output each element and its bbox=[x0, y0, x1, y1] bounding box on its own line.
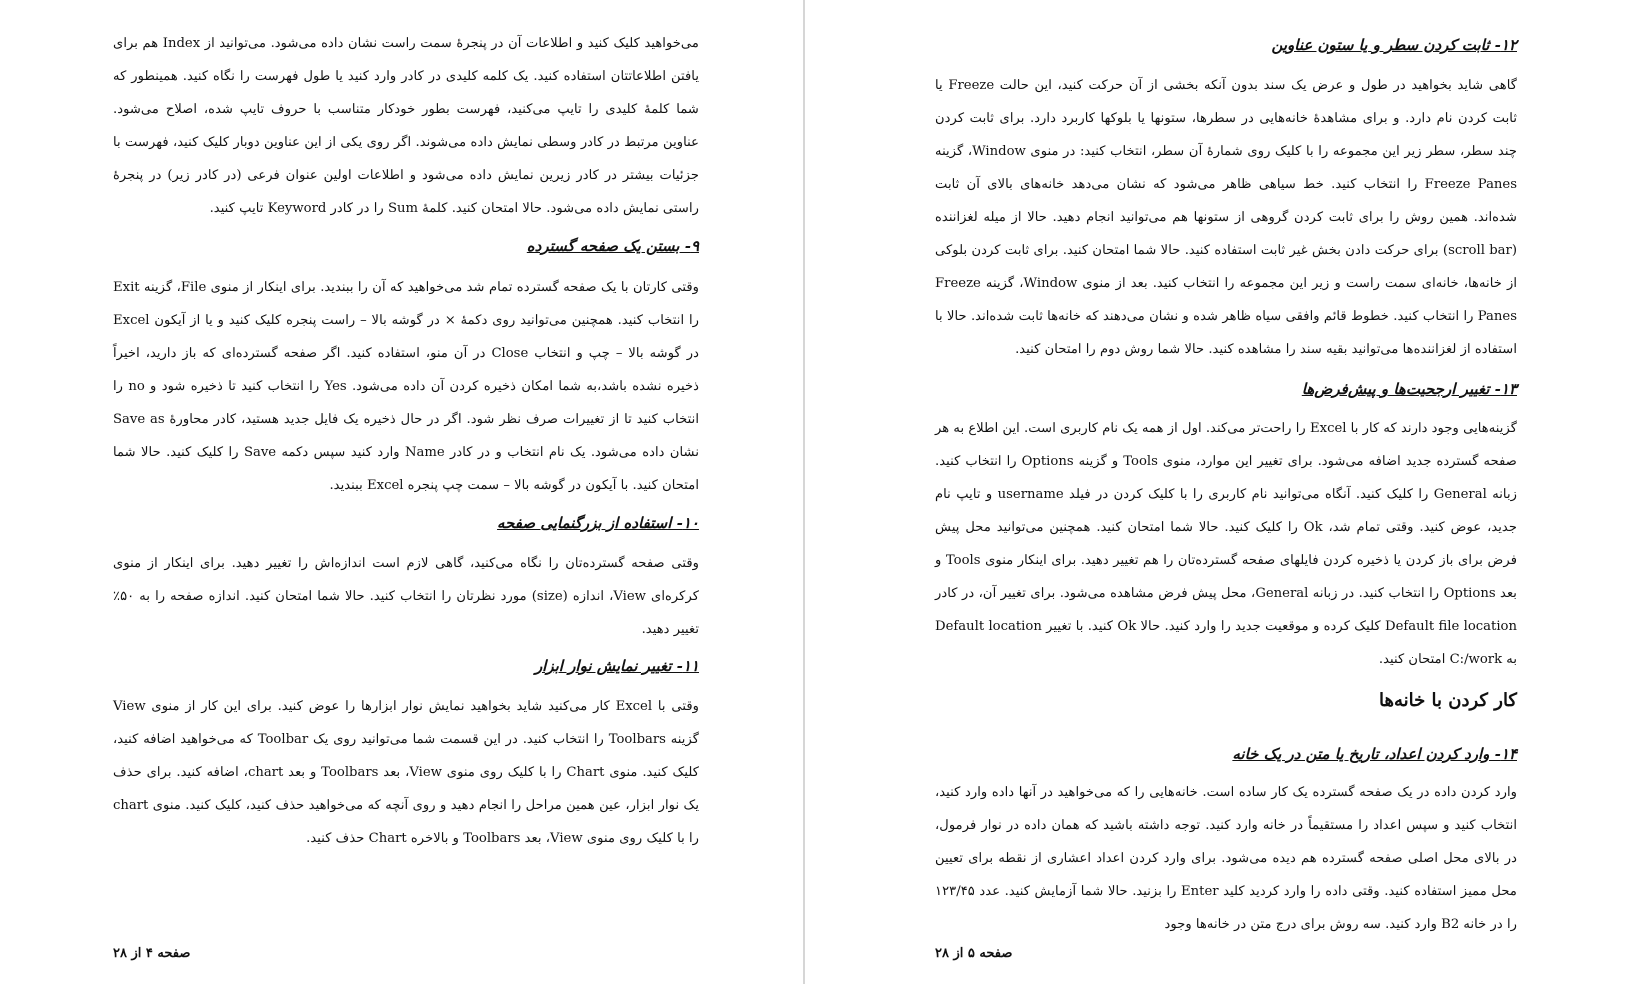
page-4 bbox=[113, 0, 699, 984]
paragraph-close-spreadsheet: وقتی کارتان با یک صفحه گسترده تمام شد می‌خواهید که آن را ببندید. برای اینکار از منوی File، گزینه Exit را انتخاب کنید. همچنین می‌توانید روی دکمهٔ × در گوشه بالا – راست پنجره کلیک کنید و یا از آیکون Excel در گوشه بالا – چپ و انتخاب Close در آن منو، استفاده کنید. اگر صفحه گسترده‌ای که باز دارید، اخیراً ذخیره نشده باشد،به شما امکان ذخیره کردن آن داده می‌شود. Yes را انتخاب کنید تا ذخیره شود و no را انتخاب کنید تا از تغییرات صرف نظر شود. اگر در حال ذخیره یک فایل جدید هستید، کادر محاورهٔ Save as نشان داده می‌شود. یک نام انتخاب و در کادر Name وارد کنید سپس دکمه Save را کلیک کنید. حالا شما امتحان کنید. با آیکون در گوشه بالا – سمت چپ پنجره Excel ببندید. bbox=[113, 280, 700, 493]
heading-close-spreadsheet: ۹- بستن یک صفحه گسترده bbox=[526, 237, 699, 255]
paragraph-enter-data: وارد کردن داده در یک صفحه گسترده یک کار ساده است. خانه‌هایی را که می‌خواهید در آنها داده وارد کنید، انتخاب کنید و سپس اعداد را مستقیماً در خانه وارد کنید. توجه داشته باشید که همان داده در نوار فرمول، در بالای محل اصلی صفحه گسترده هم دیده می‌شود. برای وارد کردن اعداد اعشاری از نقطه برای تعیین محل ممیز استفاده کنید. وقتی داده را وارد کردید کلید Enter را بزنید. حالا شما آزمایش کنید. عدد ۱۲۳/۴۵ را در خانه B2 وارد کنید. سه روش برای درج متن در خانه‌ها وجود bbox=[935, 785, 1517, 932]
paragraph-zoom: وقتی صفحه گسترده‌تان را نگاه می‌کنید، گاهی لازم است اندازه‌اش را تغییر دهید. برای اینکار از منوی کرکره‌ای View، اندازه (size) مورد نظرتان را انتخاب کنید. حالا شما امتحان کنید. اندازه صفحه را به ۵۰٪ تغییر دهید. bbox=[113, 556, 700, 637]
paragraph-freeze: گاهی شاید بخواهید در طول و عرض یک سند بدون آنکه بخشی از آن حرکت کنید، این حالت Freeze یا ثابت کردن نام دارد. و برای مشاهدهٔ خانه‌هایی در سطرها، ستونها یا بلوکها کاربرد دارد. برای ثابت کردن چند سطر، سطر زیر این مجموعه را با کلیک روی شمارهٔ آن سطر، انتخاب کنید: در منوی Window، گزینه Freeze Panes را انتخاب کنید. خط سیاهی ظاهر می‌شود که نشان می‌دهد خانه‌های بالای آن ثابت شده‌اند. همین روش را برای ثابت کردن گروهی از ستونها هم می‌توانید انجام دهید. حالا از میله لغزاننده (scroll bar) برای حرکت دادن بخش غیر ثابت استفاده کنید. حالا شما امتحان کنید. برای ثابت کردن بلوکی از خانه‌ها، خانه‌ای سمت راست و زیر این مجموعه را انتخاب کنید. بعد از منوی Window، گزینه Freeze Panes را انتخاب کنید. خطوط قائم وافقی سیاه ظاهر شده و نشان می‌دهند که خانه‌ها ثابت شده‌اند. حالا با استفاده از لغزاننده‌ها می‌توانید بقیه سند را مشاهده کنید. حالا شما روش دوم را امتحان کنید. bbox=[935, 78, 1517, 357]
heading-preferences: ۱۳- تغییر ارجحیت‌ها و پیش‌فرض‌ها bbox=[1301, 380, 1517, 398]
page-number-left: صفحه ۴ از ۲۸ bbox=[113, 946, 191, 961]
paragraph-toolbar: وقتی با Excel کار می‌کنید شاید بخواهید نمایش نوار ابزارها را عوض کنید. برای این کار از منوی View گزینه Toolbars را انتخاب کنید. در این قسمت شما می‌توانید روی یک Toolbar که می‌خواهید اضافه کنید، کلیک کنید. منوی Chart را با کلیک روی منوی View، بعد Toolbars و بعد chart، اضافه کنید. برای حذف یک نوار ابزار، عین همین مراحل را انجام دهید و روی آنچه که می‌خواهید حذف کنید، کلیک کنید. منوی chart را با کلیک روی منوی View، بعد Toolbars و بالاخره Chart حذف کنید. bbox=[113, 699, 700, 846]
heading-enter-data: ۱۴- وارد کردن اعداد، تاریخ یا متن در یک خانه bbox=[1232, 745, 1517, 763]
section-title: کار کردن با خانه‌ها bbox=[1378, 690, 1517, 711]
page-5 bbox=[935, 0, 1517, 984]
paragraph-preferences: گزینه‌هایی وجود دارند که کار با Excel را راحت‌تر می‌کند. اول از همه یک نام کاربری است. این اطلاع به هر صفحه گسترده جدید اضافه می‌شود. برای تغییر این موارد، منوی Tools و گزینه Options را انتخاب کنید. زبانه General را کلیک کنید. آنگاه می‌توانید نام کاربری را با کلیک کردن در فیلد username و تایپ نام جدید، عوض کنید. وقتی تمام شد، Ok را کلیک کنید. حالا شما امتحان کنید. همچنین می‌توانید محل پیش فرض برای باز کردن یا ذخیره کردن فایلهای صفحه گسترده‌تان را هم تغییر دهید. برای اینکار منوی Tools و بعد Options را انتخاب کنید. در زبانه General، محل پیش فرض مشاهده می‌شود. برای تغییر آن، در کادر Default file location کلیک کرده و موقعیت جدید را وارد کنید. حالا Ok کنید. با تغییر Default location به C:/work امتحان کنید. bbox=[935, 421, 1518, 667]
page-number-right: صفحه ۵ از ۲۸ bbox=[935, 946, 1013, 961]
paragraph-index: می‌خواهید کلیک کنید و اطلاعات آن در پنجرهٔ سمت راست نشان داده می‌شود. می‌توانید از Index هم برای یافتن اطلاعاتتان استفاده کنید. یک کلمه کلیدی در کادر وارد کنید یا طول فهرست را نگاه کنید. همینطور که شما کلمهٔ کلیدی را تایپ می‌کنید، فهرست بطور خودکار متناسب با حروف تایپ شده، اصلاح می‌شود. عناوین مرتبط در کادر وسطی نمایش داده می‌شوند. اگر روی یکی از این عناوین دوبار کلیک کنید، فهرست با جزئیات بیشتر در کادر زیرین نمایش داده می‌شود و اطلاعات اولین عنوان فرعی (در کادر زیر) در پنجرهٔ راستی نمایش داده می‌شود. حالا امتحان کنید. کلمهٔ Sum را در کادر Keyword تایپ کنید. bbox=[113, 36, 699, 216]
heading-toolbar: ۱۱- تغییر نمایش نوار ابزار bbox=[534, 657, 699, 675]
heading-zoom: ۱۰- استفاده از بزرگنمایی صفحه bbox=[497, 514, 699, 532]
heading-freeze: ۱۲- ثابت کردن سطر و یا ستون عناوین bbox=[1271, 36, 1517, 54]
page-divider bbox=[803, 0, 805, 984]
